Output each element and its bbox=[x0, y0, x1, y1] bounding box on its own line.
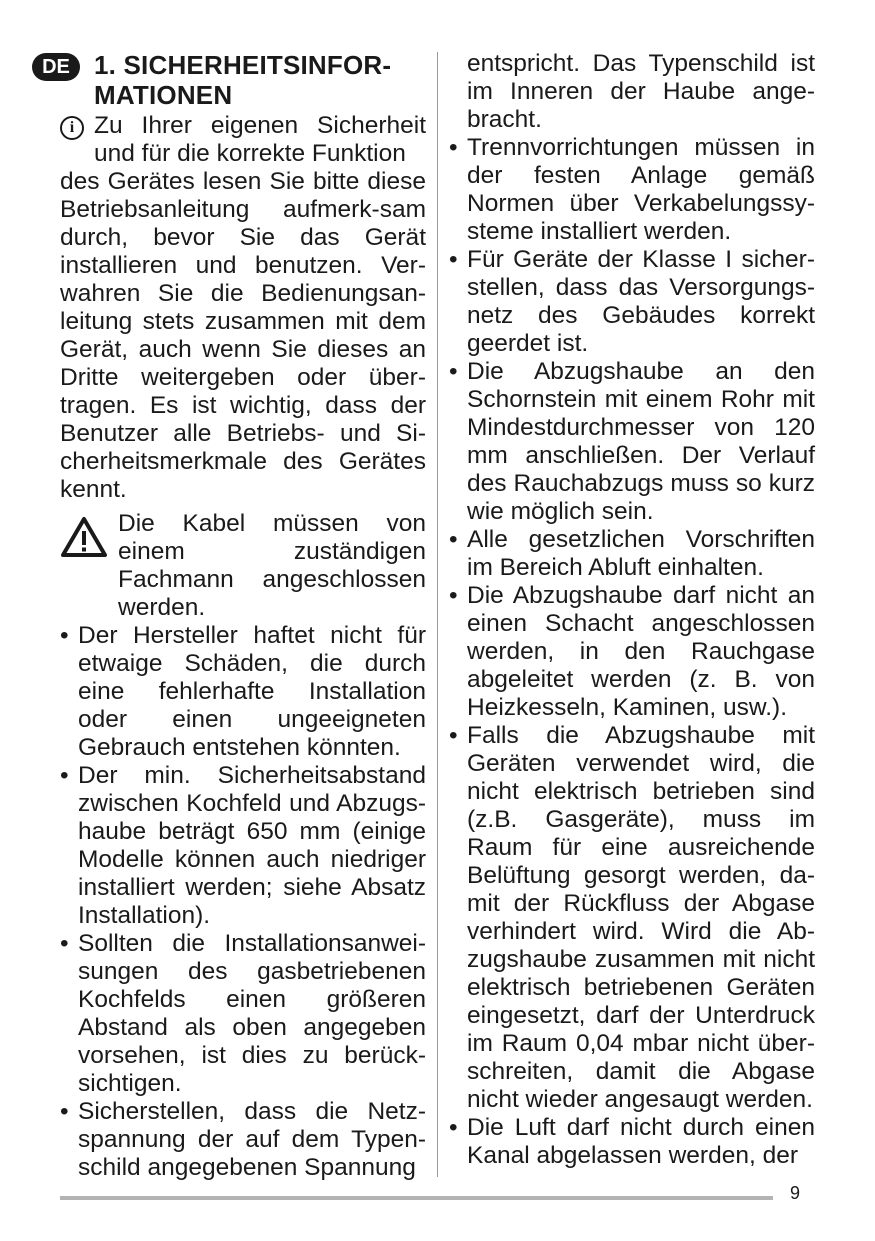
section-title-line-1: 1. SICHERHEITSINFOR- bbox=[94, 50, 392, 80]
list-item: • Trennvorrichtungen müssen in der festen Anlage gemäß Normen über Verkabelungssy-steme installiert werden. bbox=[449, 134, 815, 246]
info-icon: i bbox=[60, 116, 84, 140]
list-item: • Die Luft darf nicht durch einen Kanal abgelassen werden, der bbox=[449, 1114, 815, 1170]
list-item: • Sicherstellen, dass die Netz-spannung der auf dem Typen-schild angegebenen Spannung bbox=[60, 1098, 426, 1182]
warning-triangle-icon bbox=[60, 516, 108, 558]
left-column bbox=[42, 50, 426, 1182]
list-item: • Der min. Sicherheitsabstand zwischen Kochfeld und Abzugs-haube beträgt 650 mm (einige Modelle können auch niedriger installiert werden; siehe Absatz Installation). bbox=[60, 762, 426, 930]
section-title bbox=[94, 50, 426, 110]
list-item: • Sollten die Installationsanwei-sungen des gasbetriebenen Kochfelds einen größeren Abstand als oben angegeben vorsehen, ist dies zu berück-sichtigen. bbox=[60, 930, 426, 1098]
footer-rule bbox=[60, 1196, 773, 1200]
warning-note bbox=[60, 510, 426, 622]
warning-text: Die Kabel müssen von einem zuständigen Fachmann angeschlossen werden. bbox=[118, 510, 426, 621]
list-item: • Der Hersteller haftet nicht für etwaige Schäden, die durch eine fehlerhafte Installation oder einen ungeeigneten Gebrauch entstehen könnten. bbox=[60, 622, 426, 762]
list-item: • Alle gesetzlichen Vorschriften im Bereich Abluft einhalten. bbox=[449, 526, 815, 582]
left-bullet-list bbox=[60, 622, 426, 1182]
right-bullet-list bbox=[449, 134, 815, 1170]
intro-paragraph bbox=[60, 112, 426, 504]
column-divider bbox=[437, 52, 438, 1177]
list-item: • Falls die Abzugshaube mit Geräten verwendet wird, die nicht elektrisch betrieben sind (z.B. Gasgeräte), muss im Raum für eine ausreichende Belüftung gesorgt werden, da-mit der Rückfluss der Abgase verhindert wird. Wird die Ab-zugshaube zusammen mit nicht elektrisch betriebenen Geräten eingesetzt, darf der Unterdruck im Raum 0,04 mbar nicht über-schreiten, damit die Abgase nicht wieder angesaugt werden. bbox=[449, 722, 815, 1114]
list-item: • Für Geräte der Klasse I sicher-stellen, dass das Versorgungs-netz des Gebäudes korrekt geerdet ist. bbox=[449, 246, 815, 358]
section-title-line-2: MATIONEN bbox=[94, 80, 233, 110]
intro-text: des Gerätes lesen Sie bitte diese Betriebsanleitung aufmerk-sam durch, bevor Sie das Gerät installieren und benutzen. Ver-wahren Sie die Bedienungsan-leitung stets zusammen mit dem Gerät, auch wenn Sie dieses an Dritte weitergeben oder über-tragen. Es ist wichtig, dass der Benutzer alle Betriebs- und Si-cherheitsmerkmale des Gerätes kennt. bbox=[60, 168, 426, 503]
intro-lead: Zu Ihrer eigenen Sicherheit und für die korrekte Funktion bbox=[94, 112, 426, 167]
section-heading bbox=[42, 50, 426, 110]
list-item: • Die Abzugshaube an den Schornstein mit einem Rohr mit Mindestdurchmesser von 120 mm anschließen. Der Verlauf des Rauchabzugs muss so kurz wie möglich sein. bbox=[449, 358, 815, 526]
continued-text: entspricht. Das Typenschild ist im Inneren der Haube ange-bracht. bbox=[467, 50, 815, 133]
page-number: 9 bbox=[790, 1183, 801, 1203]
right-column bbox=[449, 50, 815, 1170]
language-badge: DE bbox=[32, 53, 80, 81]
list-item: • Die Abzugshaube darf nicht an einen Schacht angeschlossen werden, in den Rauchgase abgeleitet werden (z. B. von Heizkesseln, Kaminen, usw.). bbox=[449, 582, 815, 722]
